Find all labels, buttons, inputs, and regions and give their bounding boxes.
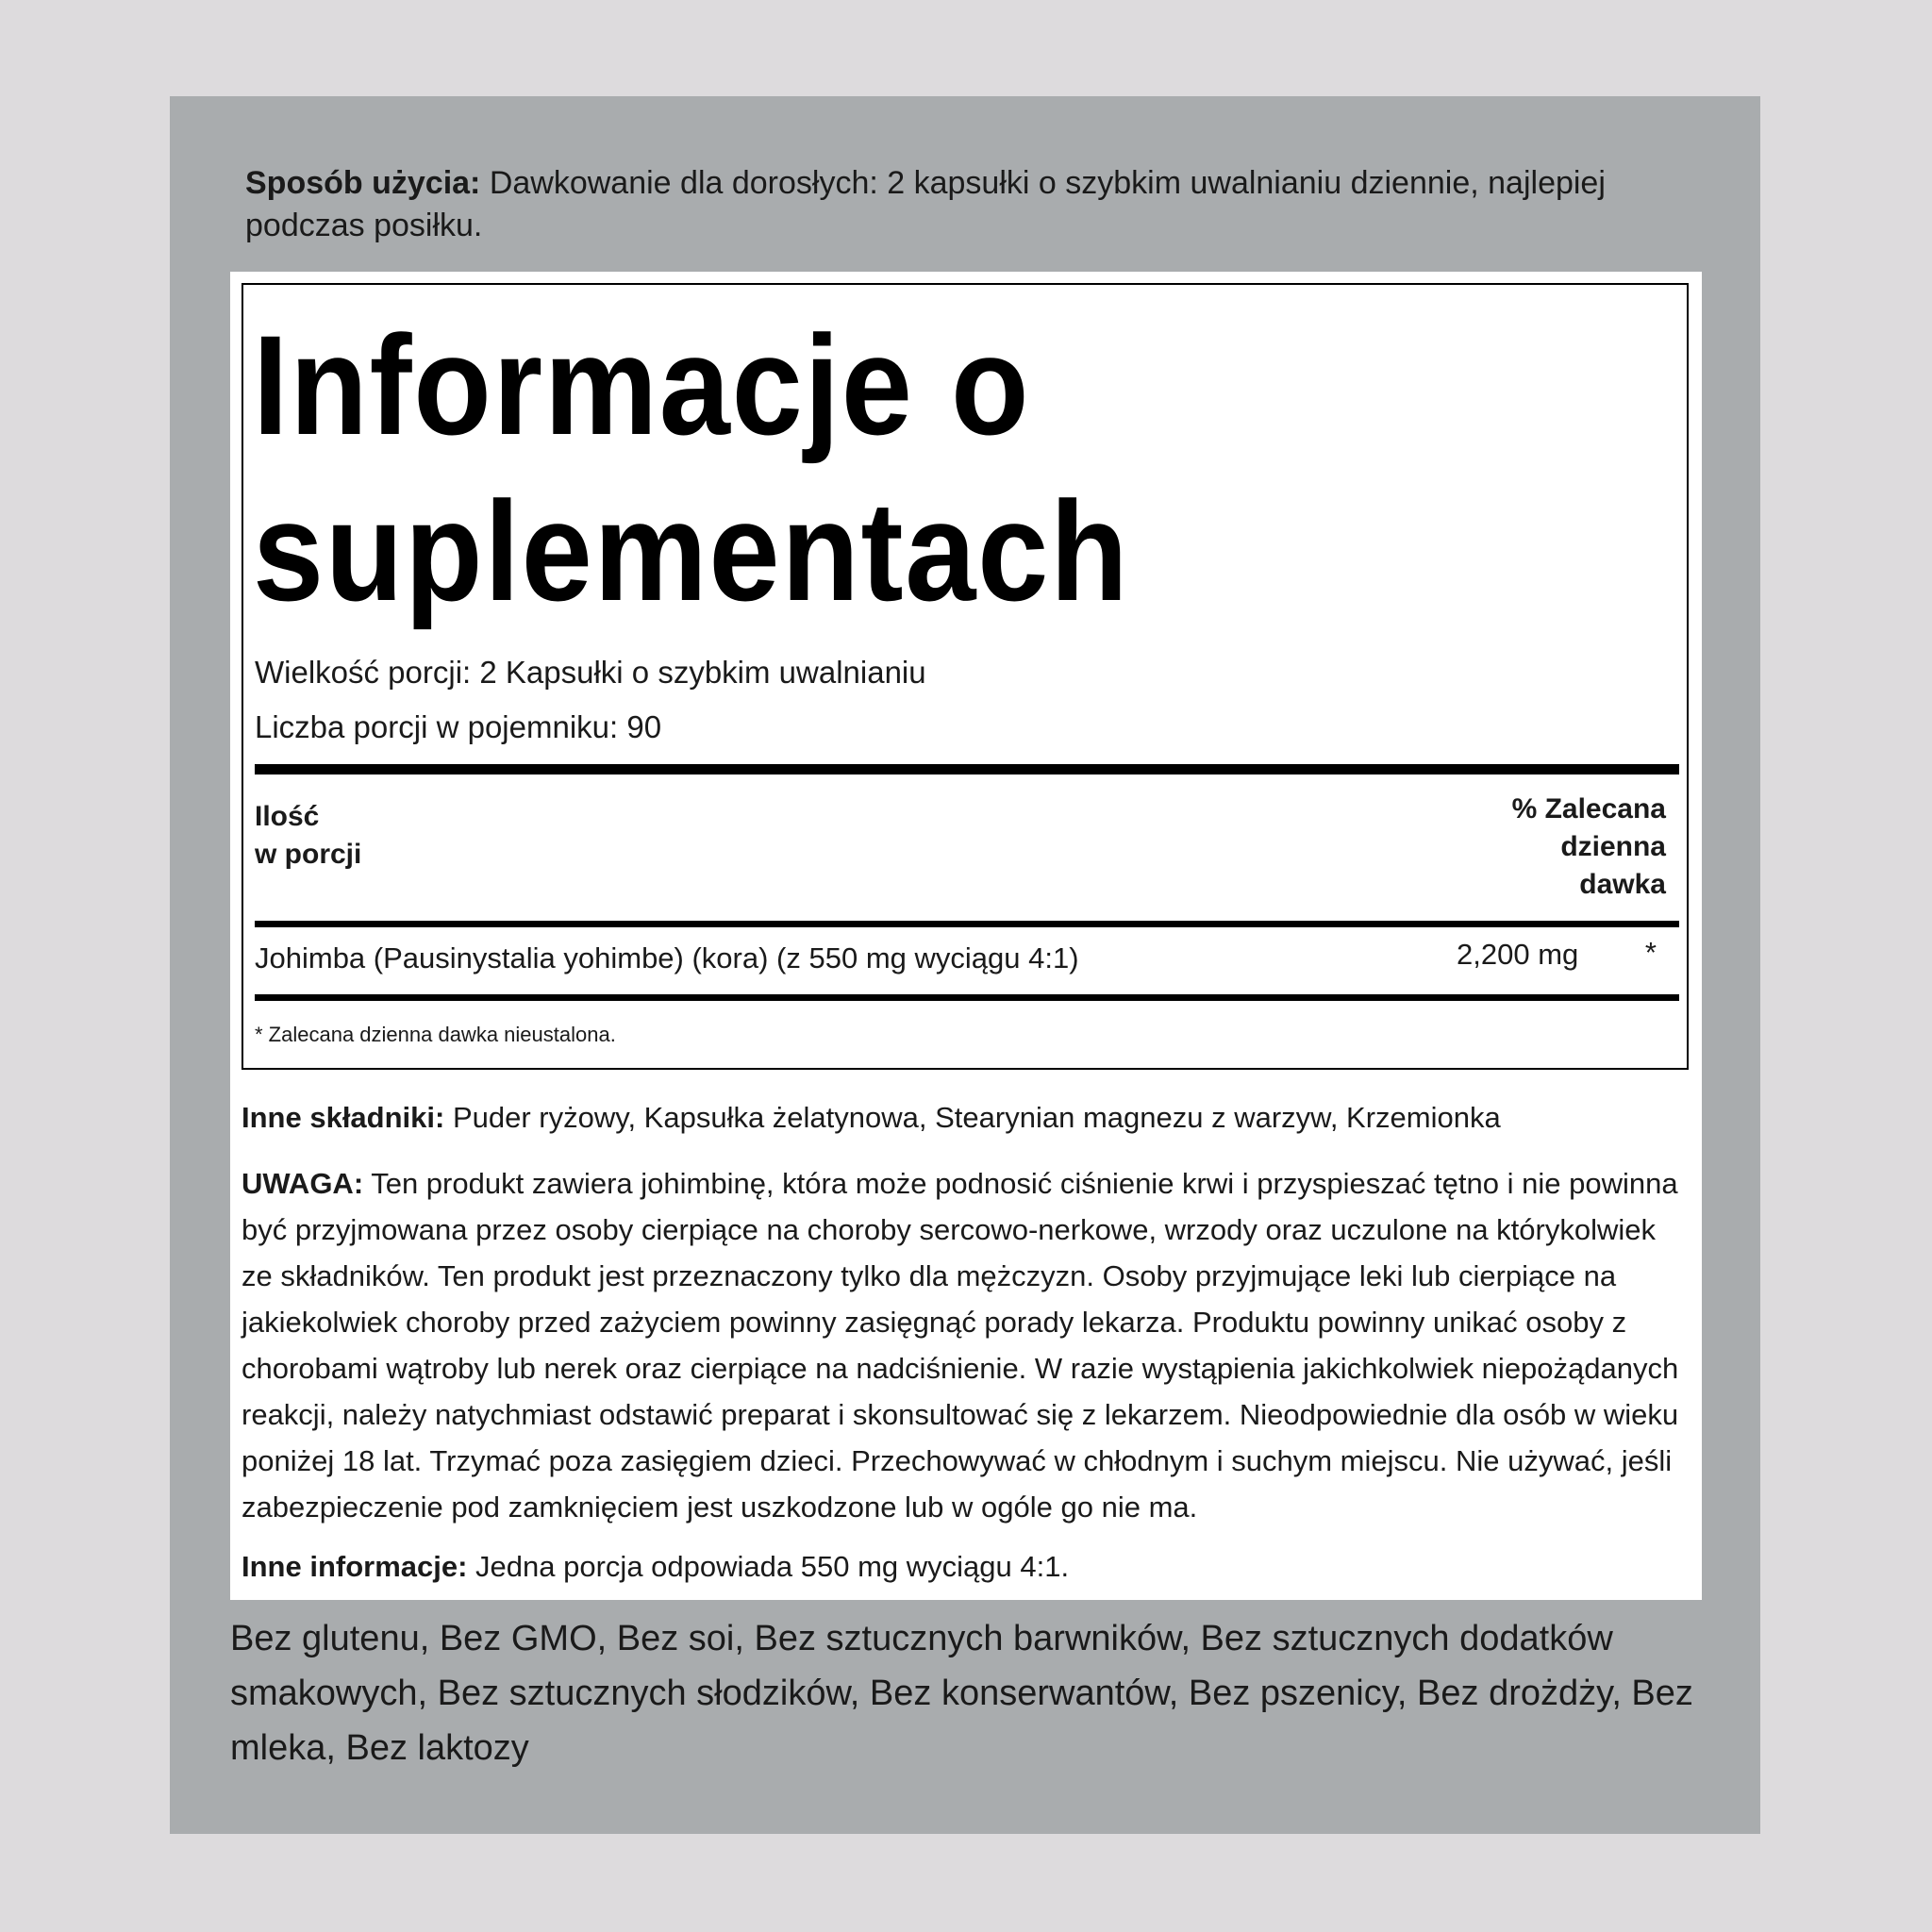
warning-body: Ten produkt zawiera johimbinę, która może podnosić ciśnienie krwi i przyspieszać tętno i nie powinna być przyjmowana przez osoby cierpiące na choroby sercowo-nerkowe, wrzody oraz uczulone na którykolwiek ze składników. Ten produkt jest przeznaczony tylko dla mężczyzn. Osoby przyjmujące leki lub cierpiące na jakiekolwiek choroby przed zażyciem powinny zasięgnąć porady lekarza. Produktu powinny unikać osoby z chorobami wątroby lub nerek oraz cierpiące na nadciśnienie. W razie wystąpienia jakichkolwiek niepożądanych reakcji, należy natychmiast odstawić preparat i skonsultować się z lekarzem. Nieodpowiednie dla osób w wieku poniżej 18 lat. Trzymać poza zasięgiem dzieci. Przechowywać w chłodnym i suchym miejscu. Nie używać, jeśli zabezpieczenie pod zamknięciem jest uszkodzone lub w ogóle go nie ma. [242, 1167, 1679, 1524]
amount-per-serving-header [255, 798, 361, 874]
facts-title-line2: suplementach [253, 472, 1130, 630]
other-info-label: Inne informacje: [242, 1550, 468, 1583]
other-info-text: Jedna porcja odpowiada 550 mg wyciągu 4:1. [467, 1550, 1070, 1583]
other-ingredients-text: Puder ryżowy, Kapsułka żelatynowa, Stearynian magnezu z warzyw, Krzemionka [444, 1101, 1501, 1134]
other-info [242, 1543, 1694, 1590]
usage-label: Sposób użycia: [245, 165, 481, 201]
ingredient-dv: * [1644, 936, 1657, 969]
amount-header-line1: Ilość [255, 801, 320, 832]
usage-instructions [245, 162, 1717, 247]
facts-title-line1: Informacje o [253, 306, 1031, 464]
dv-header-line1: % Zalecana [1511, 793, 1666, 824]
supplement-facts-box [242, 283, 1689, 1070]
other-ingredients [242, 1094, 1694, 1141]
free-from-list: Bez glutenu, Bez GMO, Bez soi, Bez sztucznych barwników, Bez sztucznych dodatków smakowych, Bez sztucznych słodzików, Bez konserwantów, Bez pszenicy, Bez drożdży, Bez mleka, Bez laktozy [230, 1619, 1693, 1768]
ingredient-name: Johimba (Pausinystalia yohimbe) (kora) (z 550 mg wyciągu 4:1) [255, 941, 1079, 974]
dv-footnote: * Zalecana dzienna dawka nieustalona. [255, 1023, 616, 1046]
other-ingredients-label: Inne składniki: [242, 1101, 445, 1134]
serving-size: Wielkość porcji: 2 Kapsułki o szybkim uwalnianiu [255, 655, 926, 690]
warning-text [242, 1160, 1694, 1530]
header-divider [255, 921, 1679, 927]
daily-value-header [1512, 791, 1666, 904]
amount-header-line2: w porcji [255, 839, 362, 870]
usage-text: Dawkowanie dla dorosłych: 2 kapsułki o szybkim uwalnianiu dziennie, najlepiej podczas posiłku. [245, 165, 1606, 243]
ingredient-amount: 2,200 mg [1457, 938, 1579, 971]
row-divider [255, 994, 1679, 1001]
dv-header-line3: dawka [1579, 869, 1666, 900]
facts-title [253, 302, 1129, 634]
dv-header-line2: dzienna [1560, 831, 1666, 862]
warning-label: UWAGA: [242, 1167, 364, 1200]
servings-per-container: Liczba porcji w pojemniku: 90 [255, 709, 662, 744]
thick-divider [255, 764, 1679, 774]
